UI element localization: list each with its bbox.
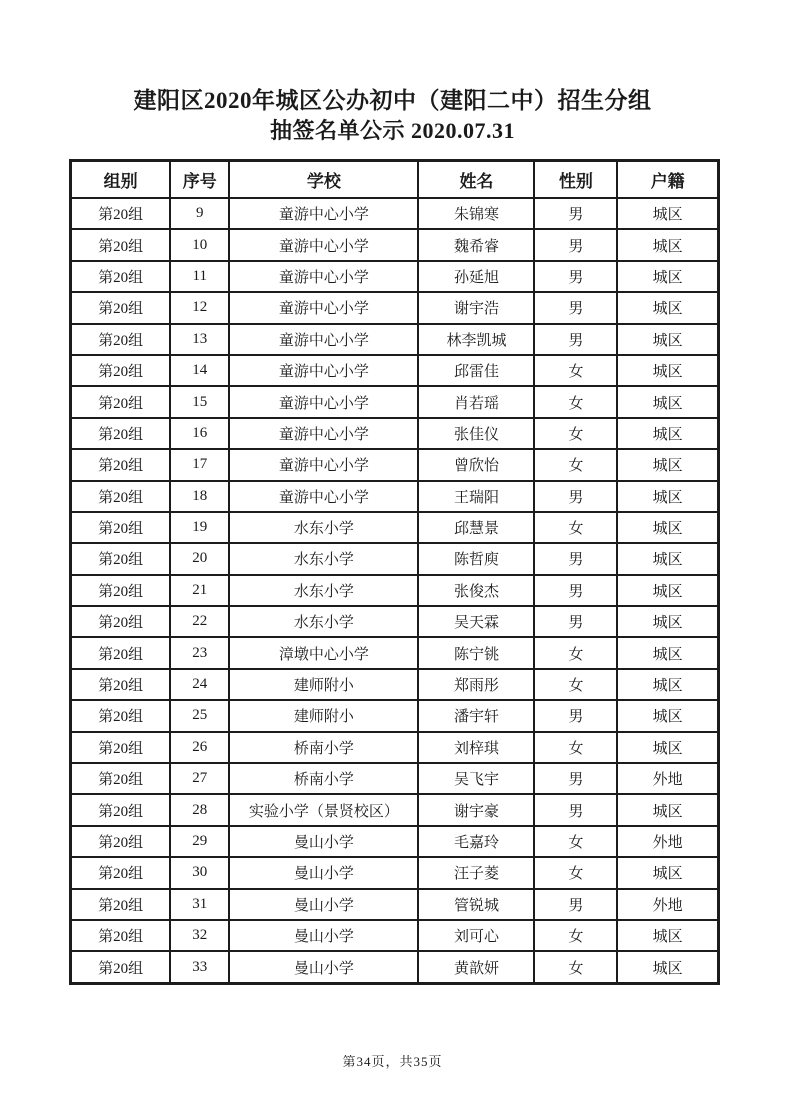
cell-serial: 30 [170,857,229,888]
cell-name: 林李凯城 [418,324,534,355]
cell-serial: 11 [170,261,229,292]
cell-name: 孙延旭 [418,261,534,292]
cell-serial: 28 [170,794,229,825]
cell-serial: 10 [170,229,229,260]
cell-name: 吴飞宇 [418,763,534,794]
header-serial: 序号 [170,161,229,199]
cell-school: 童游中心小学 [229,229,418,260]
table-row [71,418,719,449]
table-row [71,920,719,951]
cell-gender: 男 [534,889,617,920]
cell-residence: 城区 [617,920,718,951]
cell-group: 第20组 [71,637,171,668]
cell-gender: 男 [534,481,617,512]
table-body [71,198,719,983]
cell-residence: 外地 [617,889,718,920]
table-row [71,700,719,731]
cell-school: 建师附小 [229,700,418,731]
cell-group: 第20组 [71,355,171,386]
cell-gender: 女 [534,355,617,386]
cell-gender: 男 [534,543,617,574]
cell-school: 水东小学 [229,575,418,606]
table-row [71,481,719,512]
table-row [71,386,719,417]
cell-group: 第20组 [71,826,171,857]
cell-school: 水东小学 [229,512,418,543]
cell-residence: 城区 [617,543,718,574]
header-gender: 性别 [534,161,617,199]
cell-name: 邱雷佳 [418,355,534,386]
page-title: 建阳区2020年城区公办初中（建阳二中）招生分组 [133,88,652,113]
table-row [71,826,719,857]
cell-residence: 城区 [617,606,718,637]
cell-gender: 男 [534,229,617,260]
cell-school: 曼山小学 [229,826,418,857]
cell-residence: 外地 [617,826,718,857]
cell-name: 邱慧景 [418,512,534,543]
cell-name: 张佳仪 [418,418,534,449]
table-header-row [71,161,719,199]
cell-group: 第20组 [71,261,171,292]
cell-residence: 城区 [617,198,718,229]
table-row [71,637,719,668]
cell-serial: 16 [170,418,229,449]
table-row [71,292,719,323]
cell-name: 黄歆妍 [418,951,534,983]
table-row [71,512,719,543]
cell-school: 水东小学 [229,543,418,574]
table-row [71,951,719,983]
cell-gender: 男 [534,763,617,794]
cell-group: 第20组 [71,481,171,512]
table-row [71,229,719,260]
cell-serial: 27 [170,763,229,794]
cell-gender: 男 [534,261,617,292]
cell-serial: 29 [170,826,229,857]
table-row [71,261,719,292]
cell-gender: 女 [534,418,617,449]
cell-serial: 15 [170,386,229,417]
cell-serial: 21 [170,575,229,606]
cell-gender: 女 [534,386,617,417]
cell-school: 童游中心小学 [229,324,418,355]
cell-group: 第20组 [71,889,171,920]
cell-name: 肖若瑶 [418,386,534,417]
cell-school: 建师附小 [229,669,418,700]
cell-gender: 男 [534,794,617,825]
cell-gender: 女 [534,951,617,983]
cell-school: 曼山小学 [229,889,418,920]
cell-group: 第20组 [71,669,171,700]
table-row [71,575,719,606]
table-row [71,857,719,888]
cell-serial: 20 [170,543,229,574]
cell-residence: 城区 [617,575,718,606]
cell-serial: 24 [170,669,229,700]
cell-residence: 城区 [617,669,718,700]
cell-residence: 城区 [617,386,718,417]
cell-name: 王瑞阳 [418,481,534,512]
cell-group: 第20组 [71,732,171,763]
cell-group: 第20组 [71,512,171,543]
cell-residence: 城区 [617,700,718,731]
cell-group: 第20组 [71,198,171,229]
header-group: 组别 [71,161,171,199]
cell-group: 第20组 [71,857,171,888]
cell-residence: 城区 [617,732,718,763]
header-name: 姓名 [418,161,534,199]
cell-serial: 9 [170,198,229,229]
table-row [71,198,719,229]
cell-school: 曼山小学 [229,920,418,951]
cell-school: 曼山小学 [229,857,418,888]
cell-group: 第20组 [71,449,171,480]
table-row [71,889,719,920]
cell-serial: 32 [170,920,229,951]
cell-group: 第20组 [71,763,171,794]
cell-name: 魏希睿 [418,229,534,260]
table-row [71,449,719,480]
cell-group: 第20组 [71,543,171,574]
cell-residence: 城区 [617,418,718,449]
cell-serial: 26 [170,732,229,763]
cell-residence: 城区 [617,951,718,983]
cell-residence: 城区 [617,794,718,825]
cell-school: 曼山小学 [229,951,418,983]
cell-name: 汪子菱 [418,857,534,888]
cell-school: 实验小学（景贤校区） [229,794,418,825]
cell-name: 张俊杰 [418,575,534,606]
cell-group: 第20组 [71,324,171,355]
cell-name: 潘宇轩 [418,700,534,731]
cell-serial: 19 [170,512,229,543]
cell-name: 毛嘉玲 [418,826,534,857]
cell-gender: 男 [534,700,617,731]
cell-school: 桥南小学 [229,763,418,794]
cell-school: 桥南小学 [229,732,418,763]
cell-serial: 23 [170,637,229,668]
cell-name: 曾欣怡 [418,449,534,480]
cell-group: 第20组 [71,606,171,637]
cell-school: 水东小学 [229,606,418,637]
cell-group: 第20组 [71,700,171,731]
cell-group: 第20组 [71,292,171,323]
table-row [71,732,719,763]
table-row [71,606,719,637]
cell-school: 童游中心小学 [229,198,418,229]
cell-group: 第20组 [71,575,171,606]
cell-serial: 18 [170,481,229,512]
cell-serial: 13 [170,324,229,355]
page-footer: 第34页，共35页 [342,1054,443,1069]
cell-gender: 女 [534,637,617,668]
cell-name: 谢宇浩 [418,292,534,323]
cell-name: 朱锦寒 [418,198,534,229]
cell-residence: 城区 [617,292,718,323]
cell-residence: 外地 [617,763,718,794]
cell-school: 童游中心小学 [229,481,418,512]
cell-group: 第20组 [71,229,171,260]
cell-school: 漳墩中心小学 [229,637,418,668]
table-row [71,355,719,386]
table-row [71,794,719,825]
cell-school: 童游中心小学 [229,449,418,480]
cell-gender: 男 [534,292,617,323]
cell-gender: 女 [534,732,617,763]
cell-group: 第20组 [71,951,171,983]
cell-residence: 城区 [617,261,718,292]
cell-gender: 男 [534,324,617,355]
cell-group: 第20组 [71,920,171,951]
cell-residence: 城区 [617,512,718,543]
cell-serial: 33 [170,951,229,983]
table-row [71,669,719,700]
cell-residence: 城区 [617,229,718,260]
roster-table [69,159,720,985]
cell-residence: 城区 [617,637,718,668]
cell-gender: 女 [534,826,617,857]
cell-gender: 女 [534,669,617,700]
cell-gender: 男 [534,198,617,229]
cell-name: 刘可心 [418,920,534,951]
header-school: 学校 [229,161,418,199]
cell-serial: 17 [170,449,229,480]
cell-residence: 城区 [617,355,718,386]
cell-group: 第20组 [71,386,171,417]
cell-school: 童游中心小学 [229,261,418,292]
cell-school: 童游中心小学 [229,355,418,386]
cell-name: 谢宇豪 [418,794,534,825]
cell-gender: 男 [534,606,617,637]
cell-school: 童游中心小学 [229,418,418,449]
cell-school: 童游中心小学 [229,386,418,417]
cell-serial: 22 [170,606,229,637]
cell-name: 陈哲庾 [418,543,534,574]
cell-residence: 城区 [617,857,718,888]
cell-residence: 城区 [617,449,718,480]
cell-serial: 25 [170,700,229,731]
cell-name: 陈宁铫 [418,637,534,668]
cell-gender: 女 [534,512,617,543]
cell-residence: 城区 [617,481,718,512]
table-row [71,763,719,794]
cell-group: 第20组 [71,794,171,825]
cell-serial: 31 [170,889,229,920]
cell-serial: 14 [170,355,229,386]
cell-name: 郑雨彤 [418,669,534,700]
cell-residence: 城区 [617,324,718,355]
cell-name: 管锐城 [418,889,534,920]
cell-gender: 男 [534,575,617,606]
cell-gender: 女 [534,857,617,888]
cell-name: 刘梓琪 [418,732,534,763]
table-row [71,324,719,355]
cell-gender: 女 [534,920,617,951]
cell-name: 吴天霖 [418,606,534,637]
header-residence: 户籍 [617,161,718,199]
cell-group: 第20组 [71,418,171,449]
cell-gender: 女 [534,449,617,480]
table-row [71,543,719,574]
page-subtitle: 抽签名单公示 2020.07.31 [269,118,515,143]
cell-school: 童游中心小学 [229,292,418,323]
cell-serial: 12 [170,292,229,323]
